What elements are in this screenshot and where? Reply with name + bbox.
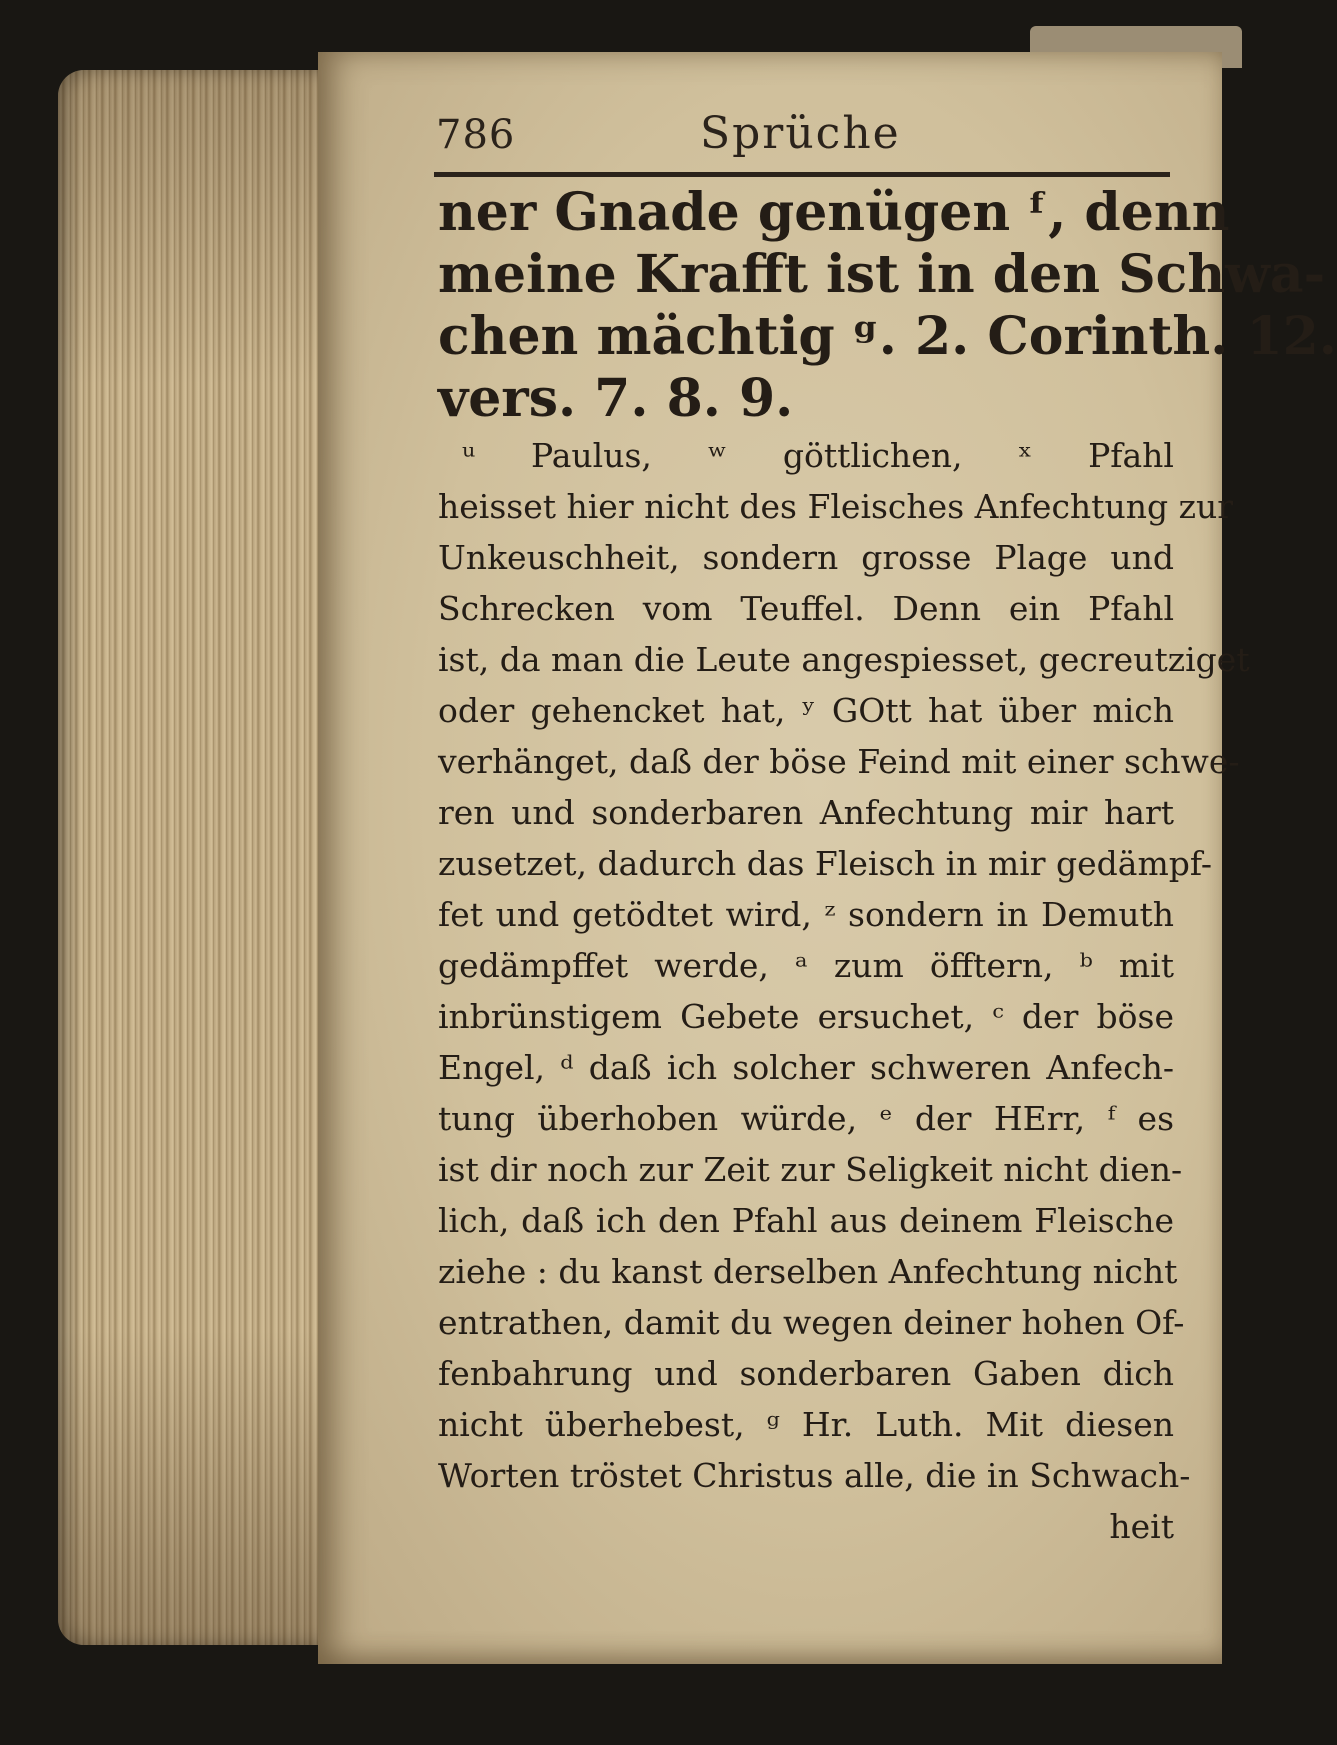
- gloss-line: oder gehencket hat, ʸ GOtt hat über mich: [438, 691, 1174, 730]
- gloss-line: Engel, ᵈ daß ich solcher schweren Anfech-: [438, 1048, 1174, 1087]
- header-rule: [434, 172, 1170, 177]
- gloss-line: heisset hier nicht des Fleisches Anfechtung zur: [438, 487, 1233, 526]
- running-head: Sprüche: [700, 108, 901, 159]
- gloss-line: ist, da man die Leute angespiesset, gecreutziget: [438, 640, 1250, 679]
- gloss-line: ren und sonderbaren Anfechtung mir hart: [438, 793, 1174, 832]
- gloss-line: ist dir noch zur Zeit zur Seligkeit nicht dien-: [438, 1150, 1183, 1189]
- scripture-line: ner Gnade genügen ᶠ, denn: [438, 182, 1230, 243]
- page-number: 786: [436, 112, 516, 158]
- gloss-line: entrathen, damit du wegen deiner hohen Of-: [438, 1303, 1185, 1342]
- page-edges: [58, 70, 338, 1645]
- gloss-line: ᵘ Paulus, ʷ göttlichen, ˣ Pfahl: [462, 436, 1174, 475]
- gloss-line: Worten tröstet Christus alle, die in Schwach-: [438, 1456, 1191, 1495]
- gloss-line: fet und getödtet wird, ᶻ sondern in Demuth: [438, 895, 1174, 934]
- gloss-line: inbrünstigem Gebete ersuchet, ᶜ der böse: [438, 997, 1174, 1036]
- gloss-line: Unkeuschheit, sondern grosse Plage und: [438, 538, 1174, 577]
- gloss-line: lich, daß ich den Pfahl aus deinem Fleische: [438, 1201, 1174, 1240]
- body-text: [438, 182, 1337, 1552]
- gloss-line: fenbahrung und sonderbaren Gaben dich: [438, 1354, 1174, 1393]
- scripture-line: vers. 7. 8. 9.: [438, 368, 794, 429]
- scripture-line: meine Krafft ist in den Schwa-: [438, 244, 1326, 305]
- gloss-line: nicht überhebest, ᵍ Hr. Luth. Mit diesen: [438, 1405, 1174, 1444]
- catchword: heit: [1109, 1507, 1174, 1546]
- gloss-line: ziehe : du kanst derselben Anfechtung nicht: [438, 1252, 1178, 1291]
- gloss-line: verhänget, daß der böse Feind mit einer schwe-: [438, 742, 1240, 781]
- gloss-line: Schrecken vom Teuffel. Denn ein Pfahl: [438, 589, 1174, 628]
- gloss-line: tung überhoben würde, ᵉ der HErr, ᶠ es: [438, 1099, 1174, 1138]
- gloss-line: zusetzet, dadurch das Fleisch in mir gedämpf-: [438, 844, 1213, 883]
- scripture-line: chen mächtig ᵍ. 2. Corinth. 12.: [438, 306, 1337, 367]
- gloss-line: gedämpffet werde, ᵃ zum öfftern, ᵇ mit: [438, 946, 1174, 985]
